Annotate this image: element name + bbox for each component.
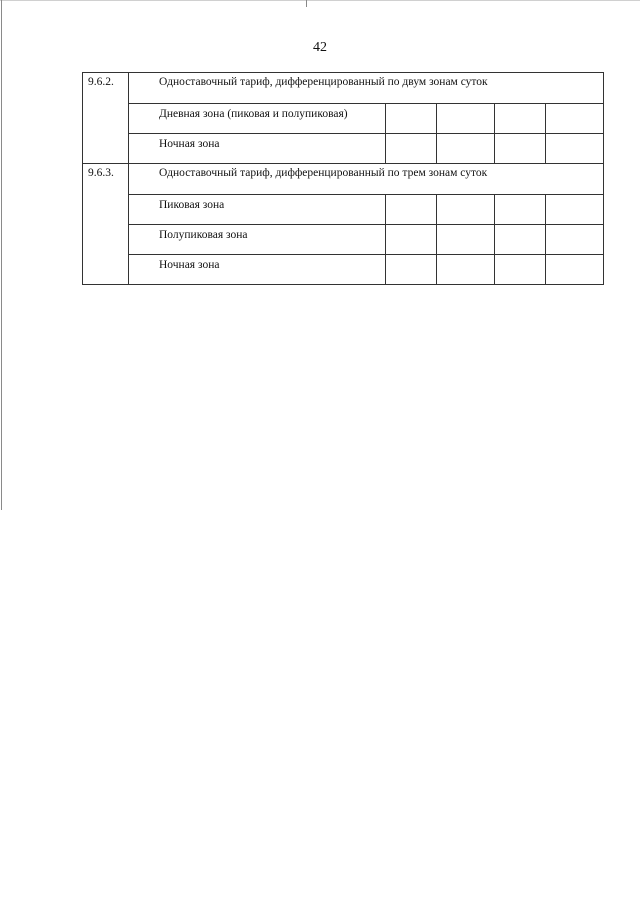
zone-label: Ночная зона	[129, 134, 386, 164]
table-row	[83, 104, 604, 134]
table-row	[83, 195, 604, 225]
zone-label: Пиковая зона	[129, 195, 386, 225]
table-row	[83, 134, 604, 164]
value-cell	[495, 195, 546, 225]
value-cell	[386, 195, 437, 225]
value-cell	[437, 225, 495, 255]
table-row	[83, 164, 604, 195]
section-title: Одноставочный тариф, дифференцированный по двум зонам суток	[129, 73, 604, 104]
page-left-edge	[1, 0, 2, 510]
value-cell	[495, 225, 546, 255]
scan-mark	[306, 0, 307, 7]
zone-label: Дневная зона (пиковая и полупиковая)	[129, 104, 386, 134]
value-cell	[546, 134, 604, 164]
value-cell	[546, 255, 604, 285]
value-cell	[546, 225, 604, 255]
value-cell	[386, 104, 437, 134]
value-cell	[546, 104, 604, 134]
value-cell	[437, 195, 495, 225]
value-cell	[437, 255, 495, 285]
table-row	[83, 225, 604, 255]
value-cell	[386, 134, 437, 164]
value-cell	[495, 255, 546, 285]
value-cell	[386, 255, 437, 285]
tariff-table	[82, 72, 604, 285]
section-number: 9.6.3.	[83, 164, 129, 285]
section-number: 9.6.2.	[83, 73, 129, 164]
value-cell	[386, 225, 437, 255]
scan-top-edge	[0, 0, 640, 1]
table-row	[83, 73, 604, 104]
page-number: 42	[313, 40, 327, 55]
section-title: Одноставочный тариф, дифференцированный по трем зонам суток	[129, 164, 604, 195]
table-row	[83, 255, 604, 285]
zone-label: Полупиковая зона	[129, 225, 386, 255]
value-cell	[495, 134, 546, 164]
value-cell	[437, 104, 495, 134]
value-cell	[495, 104, 546, 134]
zone-label: Ночная зона	[129, 255, 386, 285]
value-cell	[437, 134, 495, 164]
value-cell	[546, 195, 604, 225]
